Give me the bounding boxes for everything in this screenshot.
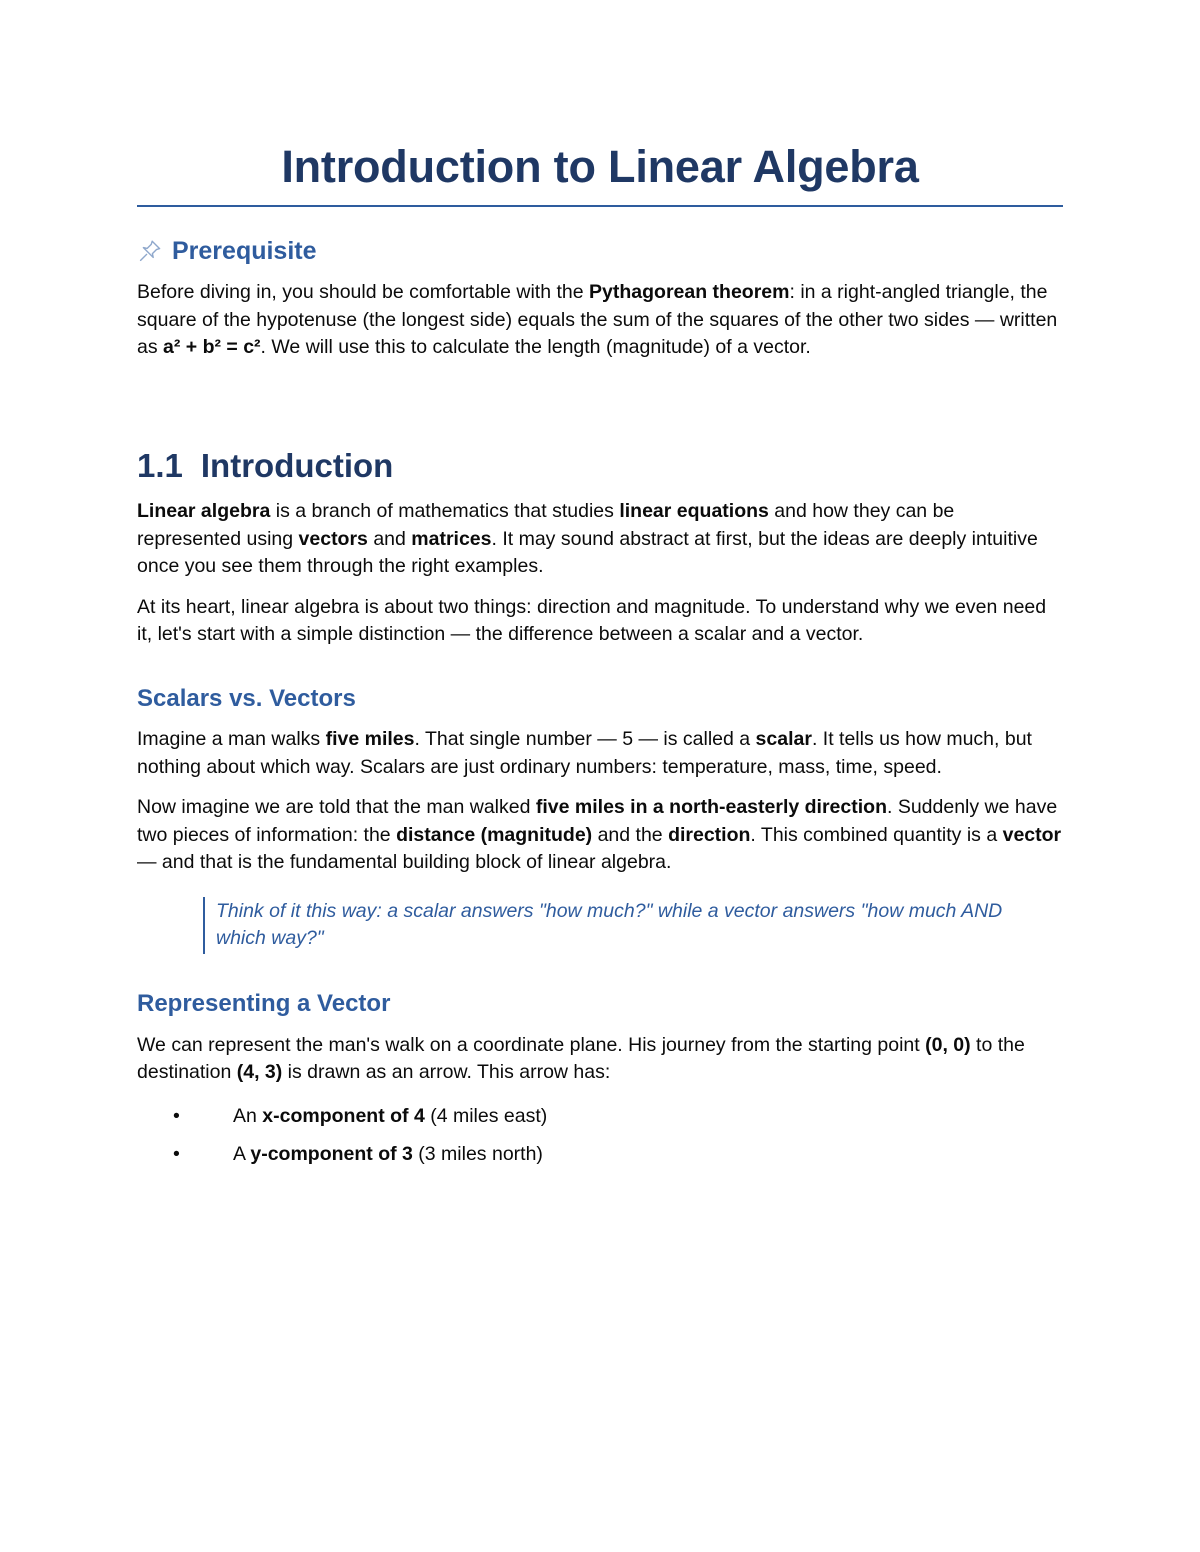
list-item: [137, 1103, 1063, 1141]
intro-paragraph-2: At its heart, linear algebra is about two things: direction and magnitude. To understand why we even need it, let's start with a simple distinction — the difference between a scalar and a vector.: [137, 595, 1047, 646]
text-run-bold: Pythagorean theorem: [589, 281, 790, 304]
text-run: to the destination: [137, 1033, 1025, 1084]
text-run: — and that is the fundamental building block of linear algebra.: [137, 851, 672, 874]
page-title: Introduction to Linear Algebra: [281, 141, 919, 192]
vector-components-list: [137, 1087, 1063, 1180]
scalars-vs-vectors-heading: Scalars vs. Vectors: [137, 684, 356, 712]
scalars-paragraph-2: [137, 781, 1063, 876]
text-run-bold: x-component of 4: [262, 1104, 425, 1127]
text-run: and the: [592, 823, 669, 846]
text-run-bold: vectors: [298, 527, 368, 550]
text-run: . We will use this to calculate the length (magnitude) of a vector.: [260, 336, 811, 359]
section-heading: [137, 362, 1063, 486]
text-run: A: [233, 1143, 251, 1165]
bullet-marker: •: [173, 1104, 180, 1127]
text-run-bold: five miles: [325, 728, 415, 751]
text-run-bold: distance (magnitude): [396, 823, 593, 846]
text-run: and: [367, 527, 412, 550]
representing-vector-paragraph: [137, 1019, 1063, 1087]
text-run: and how they can be represented using: [137, 500, 955, 550]
section-heading-label: Introduction: [200, 446, 394, 484]
scalars-paragraph-1: [137, 713, 1063, 781]
text-run: Imagine a man walks: [137, 728, 326, 751]
list-item: [137, 1141, 1063, 1179]
text-run-bold: linear equations: [619, 500, 769, 523]
text-run-bold: a² + b² = c²: [163, 336, 261, 359]
prerequisite-heading-label: Prerequisite: [172, 237, 317, 266]
text-run: is a branch of mathematics that studies: [270, 500, 620, 523]
text-run: : in a right-angled triangle, the square of the hypotenuse (the longest side) equals the sum of the squares of the other two sides — written as: [137, 281, 1058, 359]
representing-vector-heading: Representing a Vector: [137, 989, 391, 1017]
text-run: (4 miles east): [424, 1104, 548, 1127]
text-run: . This combined quantity is a: [750, 823, 1003, 846]
text-run-bold: (0, 0): [925, 1033, 971, 1056]
text-run-bold: scalar: [755, 728, 812, 751]
title-divider: [137, 205, 1063, 207]
text-run: . It may sound abstract at first, but the ideas are deeply intuitive once you see them through the right examples.: [137, 527, 1038, 578]
text-run: . Suddenly we have two pieces of information: the: [137, 796, 1058, 846]
intro-paragraph-1: [137, 485, 1063, 580]
text-run: . That single number — 5 — is called a: [414, 728, 756, 751]
document-content: [137, 0, 1063, 1179]
section-number: 1.1: [137, 446, 183, 484]
bullet-marker: •: [173, 1143, 180, 1165]
text-run-bold: matrices: [411, 527, 492, 550]
text-run-bold: five miles in a north-easterly direction: [535, 796, 887, 819]
text-run: (3 miles north): [412, 1143, 543, 1165]
text-run: . It tells us how much, but nothing about which way. Scalars are just ordinary numbers: temperature, mass, time, speed.: [137, 728, 1032, 778]
pushpin-icon: [137, 238, 163, 264]
text-run: Now imagine we are told that the man walked: [137, 796, 536, 819]
list-item-text: [233, 1141, 1063, 1168]
text-run: We can represent the man's walk on a coordinate plane. His journey from the starting point: [137, 1033, 926, 1056]
text-run-bold: direction: [668, 823, 751, 846]
text-run-bold: Linear algebra: [137, 500, 271, 523]
text-run-bold: vector: [1002, 823, 1062, 846]
list-item-text: [233, 1103, 1063, 1130]
prerequisite-paragraph: [137, 266, 1063, 361]
text-run-bold: y-component of 3: [250, 1143, 413, 1165]
prerequisite-heading: [137, 236, 1063, 266]
text-run: is drawn as an arrow. This arrow has:: [282, 1061, 611, 1084]
blockquote: Think of it this way: a scalar answers "how much?" while a vector answers "how much AND which way?": [203, 897, 1048, 954]
text-run-bold: (4, 3): [236, 1061, 283, 1084]
text-run: An: [233, 1104, 263, 1127]
text-run: Before diving in, you should be comfortable with the: [137, 281, 590, 304]
